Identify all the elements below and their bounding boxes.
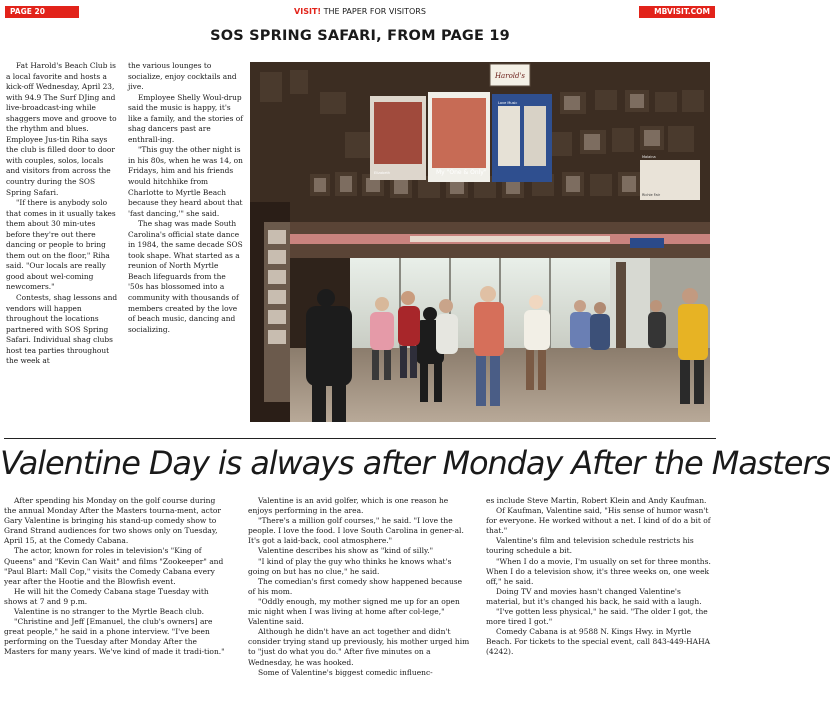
paragraph: Contests, shag lessons and vendors will happen throughout the locations partnered with SOS Spring Safari. Individual shag clubs host tea parties throughout the week at bbox=[6, 293, 118, 366]
story1-column-2 bbox=[128, 61, 243, 423]
paragraph: the various lounges to socialize, enjoy cocktails and jive. bbox=[128, 61, 237, 92]
masthead bbox=[0, 6, 720, 18]
photo-poster-caption: My "One & Only" bbox=[436, 169, 487, 176]
photo-poster-tag: Malaina bbox=[642, 155, 656, 159]
photo-poster-tag: Richie Fair bbox=[642, 193, 661, 197]
photo-poster-tag: Elizabeth bbox=[374, 171, 391, 175]
story1-column-1 bbox=[6, 61, 118, 423]
paragraph: Valentine is no stranger to the Myrtle Beach club. bbox=[14, 607, 205, 617]
paragraph: Valentine describes his show as "kind of silly." bbox=[258, 546, 434, 556]
paragraph: Of Kaufman, Valentine said, "His sense of humor wasn't for everyone. He worked without a net. I kind of do a bit of that." bbox=[486, 506, 711, 536]
dance-club-photo-art bbox=[250, 62, 710, 422]
paragraph: Employee Shelly Woul-drup said the music is happy, it's like a family, and the stories of shag dancers past are enthrall-ing. bbox=[128, 92, 243, 144]
page-number-badge: PAGE 20 bbox=[5, 6, 79, 18]
story2-headline: Valentine Day is always after Monday After the Masters bbox=[0, 444, 830, 482]
paragraph: "When I do a movie, I'm usually on set for three months. When I do a television show, it's three weeks on, one week off," he said. bbox=[486, 556, 711, 586]
paragraph: The actor, known for roles in television's "King of Queens" and "Kevin Can Wait" and films "Zookeeper" and "Paul Blart: Mall Cop," visits the Comedy Cabana every year after the Hootie and the Blowfish event. bbox=[4, 546, 224, 586]
paragraph: "Oddly enough, my mother signed me up for an open mic night when I was living at home after col-lege," Valentine said. bbox=[248, 596, 460, 627]
paragraph: Valentine is an avid golfer, which is one reason he enjoys performing in the area. bbox=[248, 496, 449, 516]
paragraph: Fat Harold's Beach Club is a local favorite and hosts a kick-off Wednesday, April 23, with 94.9 The Surf DJing and live-broadcast-ing while shaggers move and groove to the rhythm and blues. Employee Jus-tin Riha says the club is filled door to door with couples, solos, locals and visitors from across the country during the SOS Spring Safari. bbox=[6, 61, 117, 197]
story2-column-2 bbox=[248, 496, 470, 718]
dance-club-photo bbox=[250, 62, 710, 422]
photo-poster-tag: Love Music bbox=[498, 101, 518, 105]
story2-column-1 bbox=[4, 496, 226, 718]
paragraph: "Christine and Jeff [Emanuel, the club's owners] are great people," he said in a phone interview. "I've been performing on the Tuesday after Monday After the Masters for many years. We've kind of made it tradi-tion." bbox=[4, 617, 225, 657]
paragraph: The comedian's first comedy show happened because of his mom. bbox=[248, 576, 463, 596]
paragraph: Valentine's film and television schedule restricts his touring schedule a bit. bbox=[486, 536, 694, 556]
paragraph: Comedy Cabana is at 9588 N. Kings Hwy. in Myrtle Beach. For tickets to the special event, call 843-449-HAHA (4242). bbox=[486, 627, 711, 657]
paragraph: "This guy the other night is in his 80s, when he was 14, on Fridays, him and his friends would hitchhike from Charlotte to Myrtle Beach because they heard about that 'fast dancing,'" she said. bbox=[128, 145, 243, 218]
paragraph: "There's a million golf courses," he said. "I love the people. I love the food. I love South Carolina in gener-al. It's got a laid-back, cool atmosphere." bbox=[248, 516, 464, 546]
photo-sign-text: Harold's bbox=[494, 72, 526, 80]
paragraph: The shag was made South Carolina's official state dance in 1984, the same decade SOS took shape. What started as a reunion of North Myrtle Beach lifeguards from the '50s has blossomed into a community with thousands of members created by the love of beach music, dancing and socializing. bbox=[128, 219, 243, 334]
section-divider bbox=[4, 438, 716, 439]
paragraph: He will hit the Comedy Cabana stage Tuesday with shows at 7 and 9 p.m. bbox=[4, 586, 209, 606]
paragraph: es include Steve Martin, Robert Klein and Andy Kaufman. bbox=[486, 496, 707, 505]
website-badge: MBVISIT.COM bbox=[639, 6, 715, 18]
masthead-tagline: THE PAPER FOR VISITORS bbox=[321, 7, 426, 16]
masthead-brand: VISIT! bbox=[294, 7, 322, 16]
story2-column-3 bbox=[486, 496, 714, 718]
paragraph: Some of Valentine's biggest comedic influenc- bbox=[258, 667, 433, 677]
paragraph: Although he didn't have an act together and didn't consider trying stand up previously, his mother urged him to "just do what you do." After five minutes on a Wednesday, he was hooked. bbox=[248, 627, 470, 667]
paragraph: "I kind of play the guy who thinks he knows what's going on but has no clue," he said. bbox=[248, 556, 452, 576]
continued-headline: SOS SPRING SAFARI, FROM PAGE 19 bbox=[210, 28, 510, 44]
paragraph: "I've gotten less physical," he said. "The older I got, the more tired I got." bbox=[486, 607, 708, 627]
paragraph: "If there is anybody solo that comes in it usually takes them about 30 min-utes before they're out there dancing or people to bring them out on the floor," Riha said. "Our locals are really good about wel-coming newcomers." bbox=[6, 198, 116, 292]
paragraph: Doing TV and movies hasn't changed Valentine's material, but it's changed his back, he said with a laugh. bbox=[486, 586, 702, 606]
paragraph: After spending his Monday on the golf course during the annual Monday After the Masters tourna-ment, actor Gary Valentine is bringing his stand-up comedy show to Grand Strand audiences for two shows only on Tuesday, April 15, at the Comedy Cabana. bbox=[4, 496, 221, 546]
